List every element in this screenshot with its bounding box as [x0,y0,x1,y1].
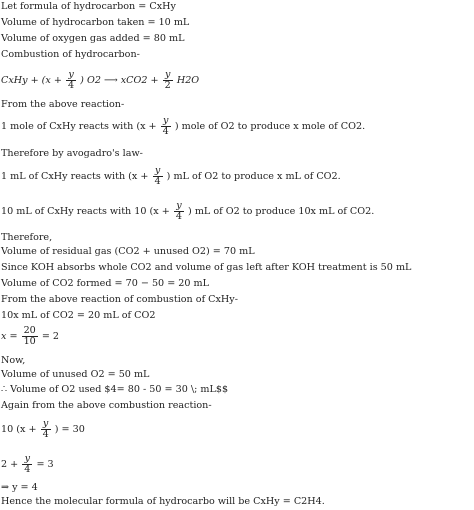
line-conclusion: Hence the molecular formula of hydrocarbo will be CxHy = C2H4. [1,496,325,507]
equation-10-x: 10 (x + $\frac{y}{4}$ ) = 30 [1,418,85,440]
line-o2-used: ∴ Volume of O2 used $4= 80 - 50 = 30 \; mL$$ [1,384,229,395]
line-x-equals: x = $\frac{20}{10}$ = 2 [1,325,60,347]
line-10ml-ratio: 10 mL of CxHy reacts with 10 (x + $\frac{y}{4}$ ) mL of O2 to produce 10x mL of CO2. [1,200,375,222]
line-co2-formed: Volume of CO2 formed = 70 − 50 = 20 mL [1,278,210,289]
line-hydrocarbon-volume: Volume of hydrocarbon taken = 10 mL [1,17,190,28]
line-now: Now, [1,355,26,366]
line-oxygen-volume: Volume of oxygen gas added = 80 mL [1,33,185,44]
line-combustion-heading: Combustion of hydrocarbon- [1,49,140,60]
line-mole-ratio: 1 mole of CxHy reacts with (x + $\frac{y}{4}$ ) mole of O2 to produce x mole of CO2. [1,115,366,137]
line-formula: Let formula of hydrocarbon = CxHy [1,1,176,12]
line-y-equals-4: ⇒ y = 4 [1,482,38,493]
line-residual-gas: Volume of residual gas (CO2 + unused O2) = 70 mL [1,246,255,257]
line-10x: 10x mL of CO2 = 20 mL of CO2 [1,310,156,321]
equation-combustion: CxHy + (x + $\frac{y}{4}$ ) O2 ⟶ xCO2 + $\frac{y}{2}$ H2O [1,69,200,91]
line-koh: Since KOH absorbs whole CO2 and volume of gas left after KOH treatment is 50 mL [1,262,412,273]
line-unused-o2: Volume of unused O2 = 50 mL [1,369,150,380]
line-ml-ratio: 1 mL of CxHy reacts with (x + $\frac{y}{4}$ ) mL of O2 to produce x mL of CO2. [1,165,341,187]
fraction-y-2: $\frac{y}{2}$ [164,69,171,91]
line-again: Again from the above combustion reaction- [1,400,212,411]
equation-2-plus: 2 + $\frac{y}{4}$ = 3 [1,453,54,475]
line-from-reaction: From the above reaction- [1,99,125,110]
line-combustion-ref: From the above reaction of combustion of CxHy- [1,294,238,305]
fraction-y-4: $\frac{y}{4}$ [67,69,75,91]
line-therefore: Therefore, [1,232,53,243]
line-avogadro: Therefore by avogadro's law- [1,148,143,159]
